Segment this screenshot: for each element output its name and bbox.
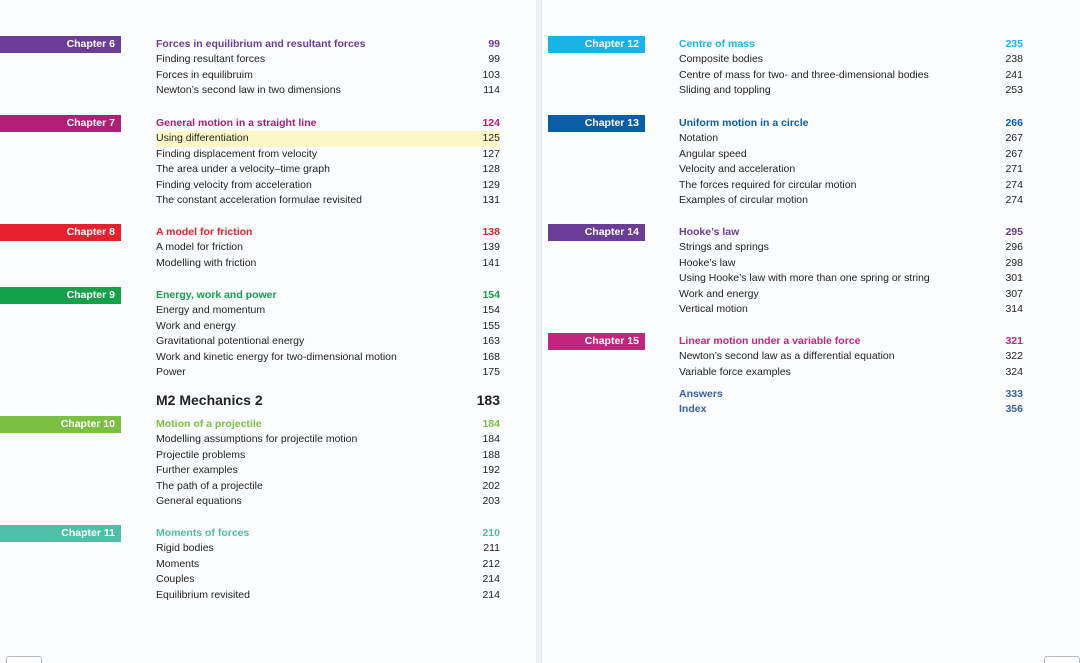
chapter-title-row[interactable] xyxy=(156,526,500,541)
toc-entry-title: Newton’s second law as a differential equation xyxy=(679,350,895,363)
chapter-title: Linear motion under a variable force xyxy=(679,335,861,347)
chapter-title-row[interactable] xyxy=(679,37,1023,52)
toc-entry-page: 103 xyxy=(482,68,500,81)
toc-entry-page: 267 xyxy=(1005,132,1023,145)
chapter-title: Motion of a projectile xyxy=(156,418,262,430)
toc-entry-page: 211 xyxy=(483,542,500,555)
toc-entry[interactable] xyxy=(679,147,1023,162)
toc-entry-page: 139 xyxy=(482,241,500,254)
toc-entry[interactable] xyxy=(156,541,500,556)
toc-entry-title: Equilibrium revisited xyxy=(156,588,250,601)
toc-entry-title: The constant acceleration formulae revisited xyxy=(156,194,363,206)
toc-entry-title: Using Hooke’s law with more than one spring or string xyxy=(679,272,930,285)
chapter-title: Energy, work and power xyxy=(156,289,277,301)
toc-entry-page: 188 xyxy=(482,448,500,461)
chapter-label: Chapter 10 xyxy=(0,416,121,433)
chapter-label: Chapter 13 xyxy=(548,115,645,132)
chapter-page-number: 138 xyxy=(482,226,500,238)
page-corner-right[interactable] xyxy=(1044,656,1080,663)
toc-entry[interactable] xyxy=(156,350,500,365)
toc-entry[interactable] xyxy=(156,303,500,318)
chapter-title-row[interactable] xyxy=(679,225,1023,240)
toc-entry-page: 114 xyxy=(483,84,500,97)
toc-entry[interactable] xyxy=(156,432,500,447)
toc-entry-page: 238 xyxy=(1005,53,1023,66)
toc-entry[interactable] xyxy=(156,334,500,349)
back-matter-page: 356 xyxy=(1005,403,1023,416)
chapter-label: Chapter 7 xyxy=(0,115,121,132)
toc-entry[interactable] xyxy=(679,162,1023,177)
toc-entry-page: 202 xyxy=(482,479,500,492)
toc-entry[interactable] xyxy=(156,572,500,587)
toc-entry-page: 175 xyxy=(482,366,500,378)
toc-entry-title: Variable force examples xyxy=(679,365,791,378)
toc-entry[interactable] xyxy=(156,147,500,162)
back-matter-page: 333 xyxy=(1005,388,1023,400)
toc-entry-title: Examples of circular motion xyxy=(679,194,808,206)
chapter-page-number: 235 xyxy=(1005,38,1023,50)
toc-entry-title: Energy and momentum xyxy=(156,304,266,317)
toc-entry[interactable] xyxy=(156,479,500,494)
toc-entry[interactable] xyxy=(156,557,500,572)
back-matter-title: Index xyxy=(679,403,707,416)
chapter-title-row[interactable] xyxy=(156,288,500,303)
toc-entry-title: Finding velocity from acceleration xyxy=(156,178,312,191)
chapter-title-row[interactable] xyxy=(679,334,1023,349)
toc-entry[interactable] xyxy=(156,162,500,177)
section-heading xyxy=(156,390,500,410)
toc-entry-title: Work and energy xyxy=(156,319,236,332)
back-matter-entry[interactable] xyxy=(679,387,1023,402)
chapter-page-number: 154 xyxy=(482,289,500,301)
chapter-page-number: 210 xyxy=(482,527,500,539)
toc-entry-title: Gravitational potentional energy xyxy=(156,335,305,348)
chapter-title: A model for friction xyxy=(156,226,253,238)
toc-entry-title: Modelling with friction xyxy=(156,256,257,269)
toc-entry-title: The area under a velocity–time graph xyxy=(156,163,330,176)
toc-entry-page: 214 xyxy=(482,573,500,586)
toc-entry-page: 128 xyxy=(482,163,500,176)
chapter-title-row[interactable] xyxy=(679,116,1023,131)
toc-entry-page: 203 xyxy=(482,495,500,507)
toc-entry-page: 298 xyxy=(1005,256,1023,269)
toc-entry[interactable] xyxy=(679,256,1023,271)
toc-entry-title: Centre of mass for two- and three-dimensional bodies xyxy=(679,68,929,81)
toc-entry[interactable] xyxy=(156,319,500,334)
toc-entry-page: 314 xyxy=(1005,303,1023,315)
toc-entry[interactable] xyxy=(679,68,1023,83)
toc-entry-page: 324 xyxy=(1005,365,1023,378)
section-title: M2 Mechanics 2 xyxy=(156,392,263,408)
toc-entry-page: 253 xyxy=(1005,84,1023,97)
chapter-title-row[interactable] xyxy=(156,116,500,131)
toc-entry-page: 214 xyxy=(482,588,500,601)
toc-entry[interactable] xyxy=(156,178,500,193)
chapter-title: Uniform motion in a circle xyxy=(679,117,809,129)
chapter-title-row[interactable] xyxy=(156,225,500,240)
chapter-page-number: 99 xyxy=(488,38,500,50)
page-corner-left[interactable] xyxy=(6,656,42,663)
toc-entry-page: 168 xyxy=(482,350,500,363)
chapter-title-row[interactable] xyxy=(156,417,500,432)
chapter-title: Moments of forces xyxy=(156,527,250,539)
back-matter-entry[interactable] xyxy=(679,402,1023,417)
toc-entry-title: General equations xyxy=(156,495,242,507)
chapter-label: Chapter 6 xyxy=(0,36,121,53)
toc-entry-page: 131 xyxy=(482,194,500,206)
chapter-label: Chapter 12 xyxy=(548,36,645,53)
chapter-label: Chapter 11 xyxy=(0,525,121,542)
toc-entry[interactable] xyxy=(156,494,500,509)
chapter-title-row[interactable] xyxy=(156,37,500,52)
toc-entry-page: 307 xyxy=(1005,287,1023,300)
toc-entry-page: 267 xyxy=(1005,147,1023,160)
toc-entry-title: The forces required for circular motion xyxy=(679,178,857,191)
toc-entry-page: 212 xyxy=(482,557,500,570)
toc-entry[interactable] xyxy=(156,52,500,67)
toc-entry-title: Hooke’s law xyxy=(679,256,736,269)
chapter-title: Forces in equilibrium and resultant forces xyxy=(156,38,366,50)
toc-entry-page: 184 xyxy=(482,433,500,446)
toc-entry-title: Modelling assumptions for projectile motion xyxy=(156,433,358,446)
toc-entry[interactable] xyxy=(156,588,500,603)
toc-entry[interactable] xyxy=(156,448,500,463)
right-page xyxy=(541,0,1080,663)
toc-entry[interactable] xyxy=(679,240,1023,255)
toc-entry[interactable] xyxy=(156,83,500,98)
section-page-number: 183 xyxy=(476,392,500,408)
toc-entry-title: Work and energy xyxy=(679,287,759,300)
toc-entry-title: Projectile problems xyxy=(156,448,246,461)
toc-entry[interactable] xyxy=(679,287,1023,302)
toc-entry-page: 141 xyxy=(482,256,500,269)
toc-entry-title: Vertical motion xyxy=(679,303,748,315)
toc-entry-title: Newton’s second law in two dimensions xyxy=(156,84,341,97)
toc-entry-title: Finding resultant forces xyxy=(156,53,266,66)
chapter-page-number: 266 xyxy=(1005,117,1023,129)
back-matter-title: Answers xyxy=(679,388,723,400)
toc-entry-page: 163 xyxy=(482,335,500,348)
toc-entry-page: 274 xyxy=(1005,194,1023,206)
toc-entry[interactable] xyxy=(156,131,500,146)
toc-entry-title: Notation xyxy=(679,132,719,145)
toc-entry-title: Work and kinetic energy for two-dimensional motion xyxy=(156,350,397,363)
toc-entry-title: Velocity and acceleration xyxy=(679,163,796,176)
toc-entry-title: Couples xyxy=(156,573,195,586)
toc-entry-page: 154 xyxy=(482,304,500,317)
toc-entry-page: 271 xyxy=(1005,163,1023,176)
toc-entry[interactable] xyxy=(679,52,1023,67)
chapter-title: Centre of mass xyxy=(679,38,755,50)
toc-entry-page: 125 xyxy=(482,132,500,145)
toc-entry[interactable] xyxy=(156,365,500,380)
chapter-page-number: 184 xyxy=(482,418,500,430)
chapter-page-number: 321 xyxy=(1005,335,1023,347)
chapter-title: General motion in a straight line xyxy=(156,117,317,129)
toc-entry-title: Sliding and toppling xyxy=(679,84,771,97)
toc-entry-page: 99 xyxy=(488,53,500,66)
toc-entry[interactable] xyxy=(156,193,500,208)
toc-entry-title: Using differentiation xyxy=(156,132,249,145)
toc-entry-page: 274 xyxy=(1005,178,1023,191)
toc-entry[interactable] xyxy=(679,365,1023,380)
toc-entry-page: 301 xyxy=(1005,272,1023,285)
toc-entry-page: 129 xyxy=(482,178,500,191)
chapter-label: Chapter 15 xyxy=(548,333,645,350)
toc-entry[interactable] xyxy=(156,68,500,83)
toc-entry-page: 296 xyxy=(1005,241,1023,254)
toc-entry-title: Forces in equilibruim xyxy=(156,68,253,81)
chapter-page-number: 124 xyxy=(482,117,500,129)
toc-entry-title: Angular speed xyxy=(679,147,747,160)
toc-entry[interactable] xyxy=(156,240,500,255)
toc-entry[interactable] xyxy=(679,271,1023,286)
chapter-page-number: 295 xyxy=(1005,226,1023,238)
toc-entry[interactable] xyxy=(679,178,1023,193)
toc-entry-title: Rigid bodies xyxy=(156,542,214,555)
toc-entry-page: 155 xyxy=(482,319,500,332)
toc-entry[interactable] xyxy=(679,302,1023,317)
toc-entry-title: Strings and springs xyxy=(679,241,769,254)
toc-entry[interactable] xyxy=(156,256,500,271)
toc-entry-page: 322 xyxy=(1005,350,1023,363)
toc-entry-title: Further examples xyxy=(156,464,238,477)
toc-entry-page: 127 xyxy=(482,147,500,160)
toc-entry[interactable] xyxy=(679,131,1023,146)
toc-entry-title: The path of a projectile xyxy=(156,479,263,492)
toc-entry-title: A model for friction xyxy=(156,241,243,254)
toc-entry-title: Power xyxy=(156,366,186,378)
toc-entry[interactable] xyxy=(679,349,1023,364)
toc-entry-title: Finding displacement from velocity xyxy=(156,147,318,160)
toc-entry-page: 241 xyxy=(1005,68,1023,81)
chapter-label: Chapter 9 xyxy=(0,287,121,304)
chapter-label: Chapter 8 xyxy=(0,224,121,241)
chapter-label: Chapter 14 xyxy=(548,224,645,241)
toc-entry[interactable] xyxy=(679,193,1023,208)
toc-entry-page: 192 xyxy=(482,464,500,477)
toc-entry-title: Moments xyxy=(156,557,200,570)
chapter-title: Hooke’s law xyxy=(679,226,740,238)
toc-entry[interactable] xyxy=(679,83,1023,98)
toc-entry[interactable] xyxy=(156,463,500,478)
toc-entry-title: Composite bodies xyxy=(679,53,764,66)
